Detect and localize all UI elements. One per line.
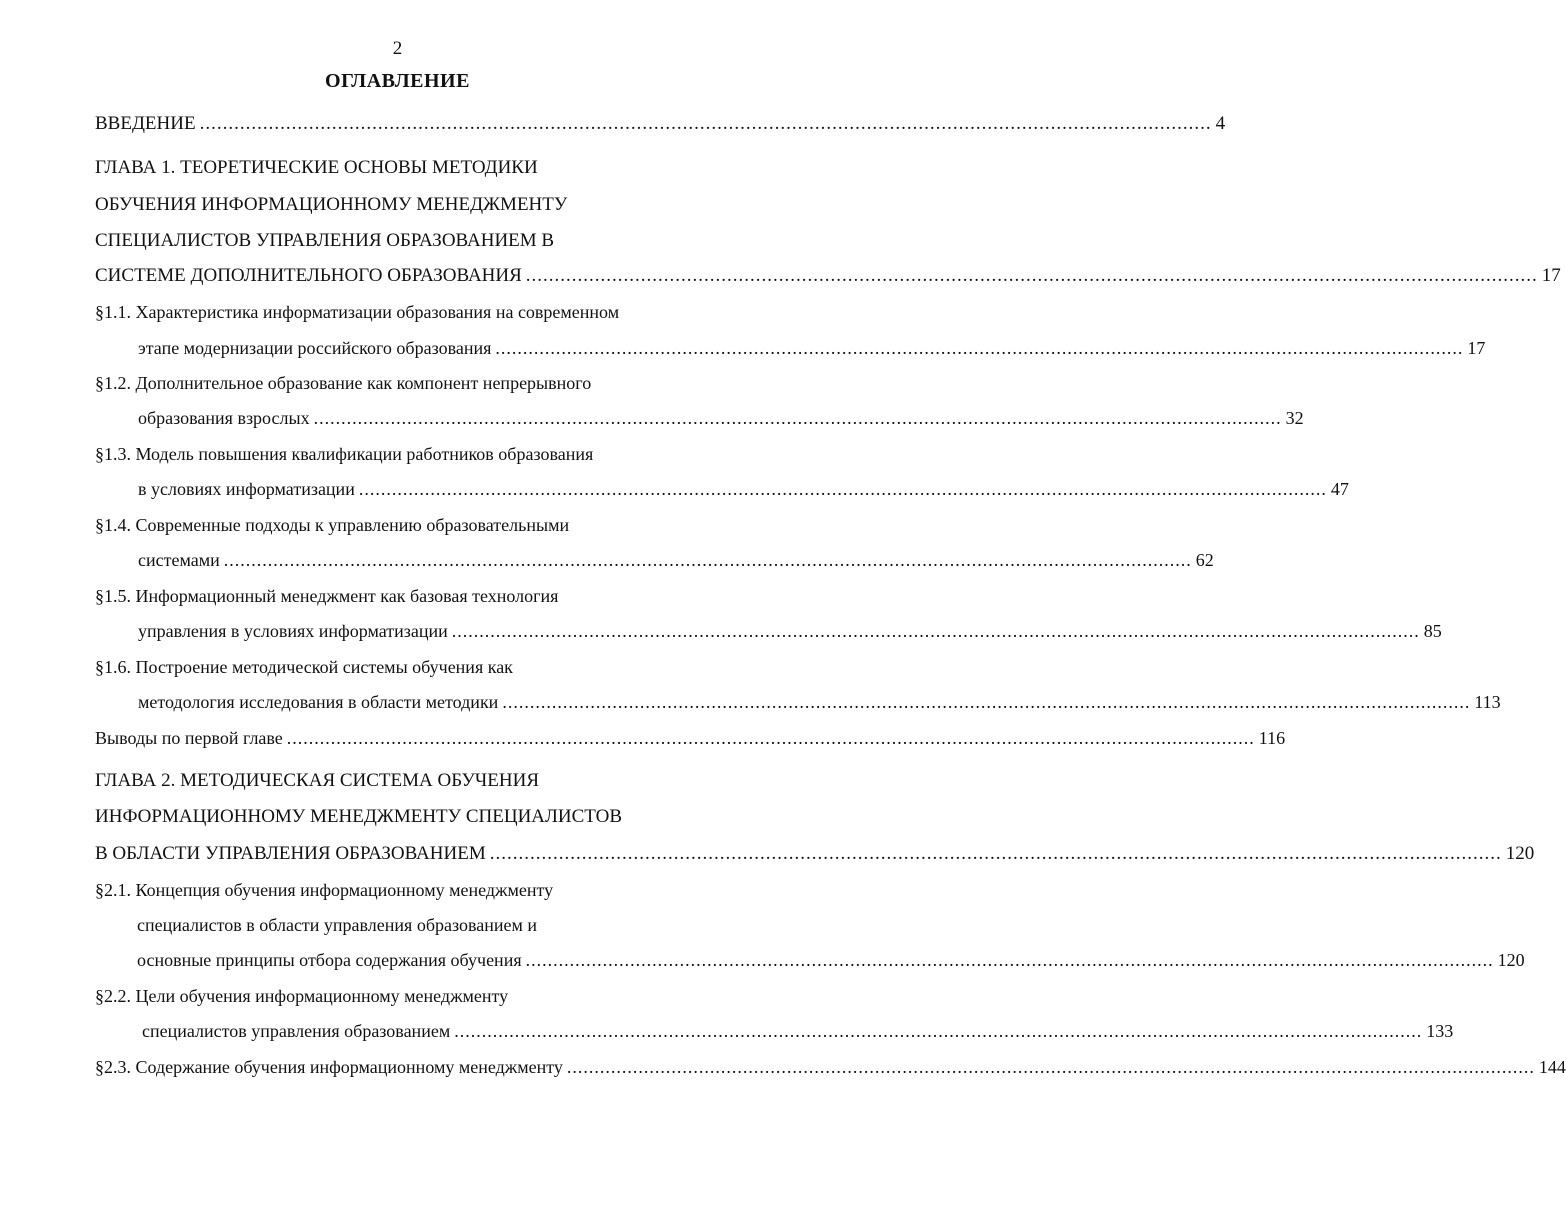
dot-leader: ................................................................................................................................................................................ [451, 621, 1420, 641]
toc-entry-page: 120 [1505, 843, 1535, 864]
toc-line-text: §1.1. Характеристика информатизации образования на современном [95, 302, 620, 322]
toc-entry-s2-1[interactable] [137, 948, 1525, 972]
toc-chapter2-line2 [95, 805, 622, 829]
toc-entry-s1-3[interactable] [138, 477, 1349, 501]
toc-s1-1-line1 [95, 300, 619, 324]
toc-entry-s2-3[interactable] [95, 1055, 1566, 1079]
dot-leader: ................................................................................................................................................................................ [358, 479, 1327, 499]
toc-entry-s1-2[interactable] [138, 406, 1304, 430]
toc-s1-6-line1 [95, 655, 513, 679]
dot-leader: ................................................................................................................................................................................ [525, 950, 1494, 970]
toc-entry-label: СИСТЕМЕ ДОПОЛНИТЕЛЬНОГО ОБРАЗОВАНИЯ [95, 265, 522, 286]
toc-s1-3-line1 [95, 442, 593, 466]
toc-entry-page: 4 [1215, 113, 1226, 134]
toc-entry-label: этапе модернизации российского образования [138, 338, 492, 358]
toc-entry-s1-4[interactable] [138, 548, 1214, 572]
toc-line-text: §1.5. Информационный менеджмент как базовая технология [95, 586, 559, 606]
toc-entry-chapter1[interactable] [95, 264, 1561, 288]
toc-entry-label: образования взрослых [138, 408, 310, 428]
toc-entry-label: в условиях информатизации [138, 479, 355, 499]
dot-leader: ................................................................................................................................................................................ [495, 338, 1464, 358]
toc-entry-s1-1[interactable] [138, 336, 1486, 360]
toc-entry-page: 17 [1467, 338, 1486, 358]
toc-entry-chapter2[interactable] [95, 842, 1535, 866]
toc-s2-2-line1 [95, 984, 508, 1008]
toc-line-text: специалистов в области управления образованием и [137, 915, 538, 935]
toc-entry-label: Выводы по первой главе [95, 728, 283, 748]
toc-entry-label: основные принципы отбора содержания обучения [137, 950, 522, 970]
dot-leader: ................................................................................................................................................................................ [199, 113, 1212, 134]
toc-entry-label: управления в условиях информатизации [138, 621, 448, 641]
toc-line-text: §1.6. Построение методической системы обучения как [95, 657, 513, 677]
dot-leader: ................................................................................................................................................................................ [286, 728, 1255, 748]
toc-chapter2-line1 [95, 769, 539, 793]
toc-entry-conclusions1[interactable] [95, 726, 1286, 750]
toc-entry-page: 120 [1497, 950, 1525, 970]
toc-entry-label: В ОБЛАСТИ УПРАВЛЕНИЯ ОБРАЗОВАНИЕМ [95, 843, 486, 864]
toc-entry-page: 47 [1330, 479, 1349, 499]
dot-leader: ................................................................................................................................................................................ [313, 408, 1282, 428]
dot-leader: ................................................................................................................................................................................ [502, 692, 1471, 712]
dot-leader: ................................................................................................................................................................................ [489, 843, 1502, 864]
toc-line-text: СПЕЦИАЛИСТОВ УПРАВЛЕНИЯ ОБРАЗОВАНИЕМ В [95, 230, 555, 251]
toc-s1-4-line1 [95, 513, 569, 537]
toc-line-text: ИНФОРМАЦИОННОМУ МЕНЕДЖМЕНТУ СПЕЦИАЛИСТОВ [95, 806, 623, 827]
dot-leader: ................................................................................................................................................................................ [566, 1057, 1535, 1077]
toc-entry-s2-2[interactable] [142, 1019, 1454, 1043]
toc-entry-label: §2.3. Содержание обучения информационному менеджменту [95, 1057, 563, 1077]
toc-entry-label: специалистов управления образованием [142, 1021, 451, 1041]
page-number: 2 [392, 38, 403, 59]
toc-line-text: §2.2. Цели обучения информационному менеджменту [95, 986, 509, 1006]
toc-chapter1-line1 [95, 156, 538, 180]
toc-entry-page: 144 [1538, 1057, 1566, 1077]
toc-chapter1-line2 [95, 193, 567, 217]
toc-entry-page: 62 [1195, 550, 1214, 570]
toc-entry-page: 85 [1423, 621, 1442, 641]
toc-entry-page: 32 [1285, 408, 1304, 428]
dot-leader: ................................................................................................................................................................................ [525, 265, 1538, 286]
toc-s2-1-line1 [95, 878, 553, 902]
toc-entry-label: ВВЕДЕНИЕ [95, 113, 196, 134]
toc-entry-label: методология исследования в области методики [138, 692, 499, 712]
toc-entry-page: 133 [1426, 1021, 1454, 1041]
toc-s1-2-line1 [95, 371, 591, 395]
toc-entry-s1-5[interactable] [138, 619, 1442, 643]
toc-s1-5-line1 [95, 584, 558, 608]
dot-leader: ................................................................................................................................................................................ [223, 550, 1192, 570]
toc-title: ОГЛАВЛЕНИЕ [325, 70, 470, 92]
toc-entry-page: 116 [1258, 728, 1286, 748]
toc-entry-intro[interactable] [95, 112, 1226, 136]
toc-entry-page: 113 [1474, 692, 1501, 712]
toc-chapter1-line3 [95, 229, 554, 253]
toc-entry-s1-6[interactable] [138, 690, 1501, 714]
toc-line-text: ГЛАВА 2. МЕТОДИЧЕСКАЯ СИСТЕМА ОБУЧЕНИЯ [95, 770, 539, 791]
dot-leader: ................................................................................................................................................................................ [454, 1021, 1423, 1041]
toc-line-text: §1.4. Современные подходы к управлению образовательными [95, 515, 570, 535]
toc-line-text: ОБУЧЕНИЯ ИНФОРМАЦИОННОМУ МЕНЕДЖМЕНТУ [95, 194, 568, 215]
toc-line-text: ГЛАВА 1. ТЕОРЕТИЧЕСКИЕ ОСНОВЫ МЕТОДИКИ [95, 157, 538, 178]
toc-line-text: §2.1. Концепция обучения информационному менеджменту [95, 880, 554, 900]
toc-line-text: §1.2. Дополнительное образование как компонент непрерывного [95, 373, 592, 393]
toc-s2-1-line2 [137, 913, 537, 937]
toc-entry-page: 17 [1541, 265, 1561, 286]
toc-line-text: §1.3. Модель повышения квалификации работников образования [95, 444, 594, 464]
toc-entry-label: системами [138, 550, 220, 570]
